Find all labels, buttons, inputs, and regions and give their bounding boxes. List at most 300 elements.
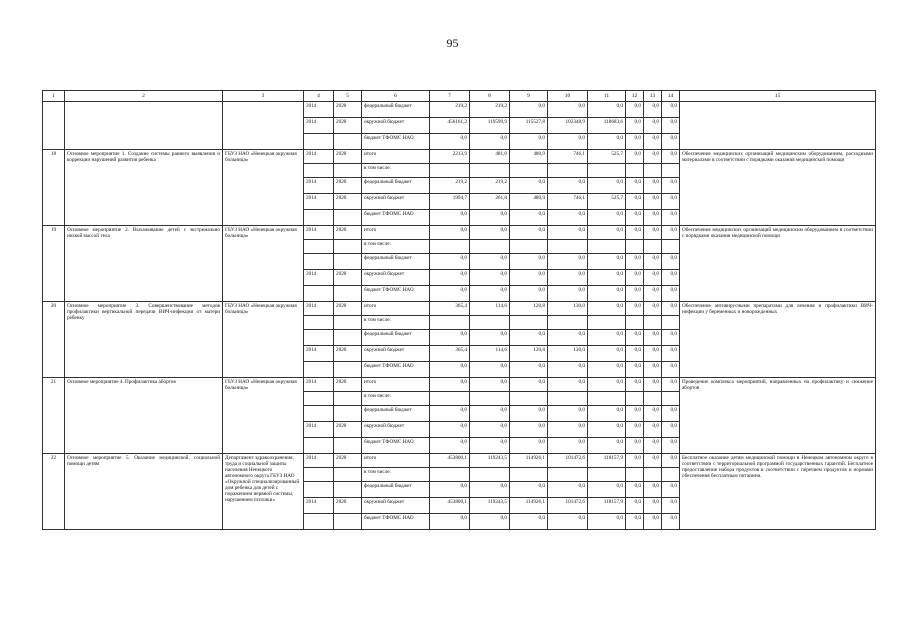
item-executor: ГБУЗ НАО «Ненецкая окружная больница» <box>223 150 304 226</box>
value-cell: 481,0 <box>470 150 510 164</box>
start-year: 2014 <box>304 118 334 134</box>
start-year <box>304 210 334 226</box>
value-cell: 453800,1 <box>430 498 470 514</box>
end-year <box>334 514 362 530</box>
value-cell: 0,0 <box>548 514 588 530</box>
header-cell: 6 <box>362 91 430 102</box>
value-cell: 0,0 <box>626 102 644 118</box>
value-cell: 0,0 <box>430 406 470 422</box>
start-year: 2014 <box>304 498 334 514</box>
value-cell: 0,0 <box>470 362 510 378</box>
value-cell: 0,0 <box>510 178 548 194</box>
value-cell: 0,0 <box>510 422 548 438</box>
value-cell: 0,0 <box>626 514 644 530</box>
header-cell: 10 <box>548 91 588 102</box>
value-cell <box>510 164 548 178</box>
value-cell: 0,0 <box>644 118 662 134</box>
value-cell: 0,0 <box>644 150 662 164</box>
end-year: 2020 <box>334 454 362 468</box>
value-cell: 0,0 <box>644 330 662 346</box>
header-cell: 8 <box>470 91 510 102</box>
value-cell: 0,0 <box>662 454 680 468</box>
funding-source: в том числе: <box>362 240 430 254</box>
value-cell: 0,0 <box>662 254 680 270</box>
value-cell: 0,0 <box>662 330 680 346</box>
value-cell <box>588 316 626 330</box>
header-cell: 3 <box>223 91 304 102</box>
value-cell <box>548 316 588 330</box>
value-cell: 0,0 <box>470 330 510 346</box>
end-year <box>334 164 362 178</box>
value-cell: 0,0 <box>510 226 548 240</box>
value-cell: 0,0 <box>588 346 626 362</box>
value-cell: 118157,9 <box>588 454 626 468</box>
value-cell: 0,0 <box>588 514 626 530</box>
end-year: 2020 <box>334 178 362 194</box>
end-year: 2020 <box>334 302 362 316</box>
value-cell: 0,0 <box>626 378 644 392</box>
value-cell: 746,1 <box>548 194 588 210</box>
value-cell: 119243,5 <box>470 454 510 468</box>
value-cell <box>470 468 510 482</box>
item-number: 19 <box>43 226 65 302</box>
value-cell: 0,0 <box>626 498 644 514</box>
value-cell: 0,0 <box>548 254 588 270</box>
value-cell: 0,0 <box>548 178 588 194</box>
value-cell <box>644 316 662 330</box>
end-year: 2020 <box>334 422 362 438</box>
value-cell: 0,0 <box>662 302 680 316</box>
table-row <box>43 226 876 240</box>
value-cell: 0,0 <box>548 406 588 422</box>
value-cell <box>588 240 626 254</box>
value-cell: 0,0 <box>588 330 626 346</box>
value-cell: 0,0 <box>644 194 662 210</box>
value-cell: 0,0 <box>662 346 680 362</box>
end-year: 2020 <box>334 270 362 286</box>
start-year: 2014 <box>304 378 334 392</box>
value-cell: 0,0 <box>588 362 626 378</box>
value-cell: 0,0 <box>626 118 644 134</box>
value-cell: 114,6 <box>470 346 510 362</box>
value-cell: 0,0 <box>588 302 626 316</box>
item-executor <box>223 102 304 150</box>
value-cell: 0,0 <box>626 286 644 302</box>
funding-source: в том числе: <box>362 316 430 330</box>
value-cell: 0,0 <box>626 254 644 270</box>
item-result: Обеспечение медицинских организаций медицинским оборудованием в соответствии с порядками оказания медицинской помощи <box>680 226 876 302</box>
value-cell <box>548 240 588 254</box>
value-cell: 0,0 <box>644 102 662 118</box>
value-cell: 261,8 <box>470 194 510 210</box>
value-cell: 0,0 <box>588 254 626 270</box>
funding-source: бюджет ТФОМС НАО <box>362 210 430 226</box>
table-row <box>43 150 876 164</box>
value-cell: 0,0 <box>548 482 588 498</box>
end-year <box>334 316 362 330</box>
value-cell: 746,1 <box>548 150 588 164</box>
value-cell: 480,9 <box>510 194 548 210</box>
end-year <box>334 134 362 150</box>
value-cell <box>626 468 644 482</box>
value-cell: 130,0 <box>548 302 588 316</box>
end-year <box>334 362 362 378</box>
start-year <box>304 164 334 178</box>
value-cell: 0,0 <box>662 362 680 378</box>
value-cell <box>430 392 470 406</box>
funding-source: окружной бюджет <box>362 118 430 134</box>
value-cell: 0,0 <box>662 270 680 286</box>
value-cell: 130,0 <box>548 346 588 362</box>
item-title: Основное мероприятие 4. Профилактика абортов <box>65 378 223 454</box>
value-cell: 101472,6 <box>548 498 588 514</box>
end-year: 2020 <box>334 194 362 210</box>
start-year: 2014 <box>304 454 334 468</box>
end-year: 2020 <box>334 498 362 514</box>
start-year: 2014 <box>304 194 334 210</box>
value-cell: 0,0 <box>430 254 470 270</box>
value-cell: 0,0 <box>430 482 470 498</box>
funding-source: итого <box>362 302 430 316</box>
value-cell: 114926,1 <box>510 454 548 468</box>
header-cell: 15 <box>680 91 876 102</box>
value-cell: 0,0 <box>662 118 680 134</box>
value-cell: 0,0 <box>644 406 662 422</box>
value-cell: 0,0 <box>588 406 626 422</box>
value-cell: 0,0 <box>662 406 680 422</box>
value-cell: 118683,6 <box>588 118 626 134</box>
value-cell: 0,0 <box>626 302 644 316</box>
end-year <box>334 482 362 498</box>
value-cell: 0,0 <box>470 134 510 150</box>
value-cell: 0,0 <box>470 286 510 302</box>
funding-source: бюджет ТФОМС НАО <box>362 514 430 530</box>
value-cell: 0,0 <box>510 514 548 530</box>
item-result: Обеспечение антивирусными препаратами для лечения и профилактики ВИЧ-инфекции у беременных и новорожденных <box>680 302 876 378</box>
value-cell: 0,0 <box>626 330 644 346</box>
header-row <box>43 91 876 102</box>
value-cell: 0,0 <box>662 514 680 530</box>
value-cell: 0,0 <box>588 482 626 498</box>
value-cell: 0,0 <box>548 102 588 118</box>
value-cell: 0,0 <box>548 330 588 346</box>
end-year <box>334 330 362 346</box>
value-cell <box>510 392 548 406</box>
value-cell <box>644 392 662 406</box>
header-cell: 11 <box>588 91 626 102</box>
value-cell <box>510 240 548 254</box>
funding-source: окружной бюджет <box>362 498 430 514</box>
value-cell: 365,4 <box>430 302 470 316</box>
end-year <box>334 438 362 454</box>
value-cell: 0,0 <box>644 438 662 454</box>
value-cell: 0,0 <box>548 286 588 302</box>
start-year <box>304 362 334 378</box>
funding-source: бюджет ТФОМС НАО <box>362 438 430 454</box>
funding-source: итого <box>362 454 430 468</box>
header-cell: 5 <box>334 91 362 102</box>
value-cell: 0,0 <box>626 134 644 150</box>
value-cell: 0,0 <box>662 378 680 392</box>
funding-source: федеральный бюджет <box>362 254 430 270</box>
value-cell: 0,0 <box>430 210 470 226</box>
table-row <box>43 102 876 118</box>
value-cell: 365,4 <box>430 346 470 362</box>
page-number: 95 <box>446 36 459 50</box>
funding-source: окружной бюджет <box>362 194 430 210</box>
item-title: Основное мероприятие 2. Выхаживание детей с экстремально низкой массой тела <box>65 226 223 302</box>
funding-source: в том числе: <box>362 468 430 482</box>
funding-source: окружной бюджет <box>362 422 430 438</box>
value-cell: 0,0 <box>662 194 680 210</box>
item-number <box>43 102 65 150</box>
value-cell: 0,0 <box>662 134 680 150</box>
value-cell: 0,0 <box>548 134 588 150</box>
value-cell <box>588 392 626 406</box>
value-cell <box>430 164 470 178</box>
value-cell: 0,0 <box>548 226 588 240</box>
value-cell: 0,0 <box>510 378 548 392</box>
value-cell: 115527,8 <box>510 118 548 134</box>
value-cell: 0,0 <box>470 406 510 422</box>
value-cell: 0,0 <box>470 482 510 498</box>
value-cell: 0,0 <box>588 134 626 150</box>
value-cell: 0,0 <box>510 406 548 422</box>
start-year <box>304 514 334 530</box>
value-cell: 0,0 <box>588 286 626 302</box>
value-cell: 0,0 <box>548 438 588 454</box>
value-cell: 0,0 <box>470 210 510 226</box>
start-year: 2014 <box>304 102 334 118</box>
value-cell: 0,0 <box>644 514 662 530</box>
value-cell: 0,0 <box>662 482 680 498</box>
value-cell <box>644 164 662 178</box>
value-cell: 0,0 <box>470 514 510 530</box>
funding-source: бюджет ТФОМС НАО <box>362 362 430 378</box>
end-year: 2020 <box>334 102 362 118</box>
value-cell: 0,0 <box>470 226 510 240</box>
value-cell: 0,0 <box>470 270 510 286</box>
value-cell: 120,8 <box>510 302 548 316</box>
start-year: 2014 <box>304 346 334 362</box>
item-result: Обеспечение медицинских организаций медицинским оборудованием, расходными материалами в соответствии с порядками оказания медицинской помощи <box>680 150 876 226</box>
header-cell: 7 <box>430 91 470 102</box>
value-cell: 0,0 <box>430 362 470 378</box>
value-cell: 0,0 <box>662 286 680 302</box>
value-cell <box>662 240 680 254</box>
value-cell: 0,0 <box>510 210 548 226</box>
value-cell: 101472,6 <box>548 454 588 468</box>
value-cell: 118157,9 <box>588 498 626 514</box>
item-number: 20 <box>43 302 65 378</box>
start-year: 2014 <box>304 150 334 164</box>
value-cell <box>662 164 680 178</box>
value-cell: 0,0 <box>662 178 680 194</box>
value-cell: 119599,9 <box>470 118 510 134</box>
value-cell: 120,8 <box>510 346 548 362</box>
funding-source: федеральный бюджет <box>362 330 430 346</box>
item-executor: ГБУЗ НАО «Ненецкая окружная больница» <box>223 226 304 302</box>
value-cell <box>644 240 662 254</box>
value-cell <box>626 392 644 406</box>
value-cell: 119243,5 <box>470 498 510 514</box>
value-cell: 0,0 <box>644 178 662 194</box>
funding-source: федеральный бюджет <box>362 406 430 422</box>
value-cell: 0,0 <box>588 226 626 240</box>
header-cell: 2 <box>65 91 223 102</box>
table-row <box>43 454 876 468</box>
start-year: 2014 <box>304 302 334 316</box>
value-cell: 0,0 <box>430 286 470 302</box>
value-cell <box>662 392 680 406</box>
value-cell: 0,0 <box>510 134 548 150</box>
value-cell <box>510 316 548 330</box>
table-row <box>43 302 876 316</box>
start-year <box>304 482 334 498</box>
end-year <box>334 286 362 302</box>
value-cell <box>430 240 470 254</box>
item-executor: ГБУЗ НАО «Ненецкая окружная больница» <box>223 378 304 454</box>
value-cell: 0,0 <box>662 226 680 240</box>
value-cell <box>470 240 510 254</box>
value-cell: 0,0 <box>548 362 588 378</box>
value-cell <box>626 316 644 330</box>
header-cell: 13 <box>644 91 662 102</box>
value-cell: 480,9 <box>510 150 548 164</box>
start-year <box>304 330 334 346</box>
value-cell <box>510 468 548 482</box>
value-cell: 0,0 <box>430 378 470 392</box>
funding-source: федеральный бюджет <box>362 178 430 194</box>
start-year <box>304 316 334 330</box>
end-year <box>334 254 362 270</box>
value-cell: 0,0 <box>510 362 548 378</box>
start-year <box>304 286 334 302</box>
value-cell: 0,0 <box>510 270 548 286</box>
value-cell: 0,0 <box>626 454 644 468</box>
value-cell: 0,0 <box>588 422 626 438</box>
start-year: 2014 <box>304 178 334 194</box>
value-cell: 0,0 <box>662 210 680 226</box>
header-cell: 9 <box>510 91 548 102</box>
value-cell: 0,0 <box>470 254 510 270</box>
funding-source: в том числе: <box>362 164 430 178</box>
value-cell: 0,0 <box>470 422 510 438</box>
value-cell: 0,0 <box>644 270 662 286</box>
value-cell: 0,0 <box>626 226 644 240</box>
value-cell <box>430 316 470 330</box>
item-number: 18 <box>43 150 65 226</box>
value-cell: 0,0 <box>510 254 548 270</box>
header-cell: 12 <box>626 91 644 102</box>
value-cell: 0,0 <box>644 286 662 302</box>
value-cell: 219,2 <box>470 178 510 194</box>
funding-source: бюджет ТФОМС НАО <box>362 134 430 150</box>
value-cell: 0,0 <box>662 422 680 438</box>
value-cell: 525,7 <box>588 150 626 164</box>
value-cell: 0,0 <box>644 378 662 392</box>
funding-source: окружной бюджет <box>362 270 430 286</box>
value-cell: 0,0 <box>588 438 626 454</box>
end-year: 2020 <box>334 346 362 362</box>
value-cell: 0,0 <box>662 150 680 164</box>
value-cell: 219,2 <box>430 178 470 194</box>
value-cell <box>470 316 510 330</box>
value-cell <box>548 392 588 406</box>
funding-source: бюджет ТФОМС НАО <box>362 286 430 302</box>
value-cell: 0,0 <box>644 482 662 498</box>
value-cell: 0,0 <box>626 482 644 498</box>
budget-table <box>42 90 876 530</box>
value-cell <box>430 468 470 482</box>
value-cell: 0,0 <box>644 134 662 150</box>
value-cell: 0,0 <box>662 438 680 454</box>
funding-source: итого <box>362 226 430 240</box>
value-cell: 0,0 <box>644 254 662 270</box>
end-year <box>334 240 362 254</box>
value-cell <box>588 164 626 178</box>
end-year: 2020 <box>334 118 362 134</box>
value-cell: 0,0 <box>470 438 510 454</box>
value-cell: 114926,1 <box>510 498 548 514</box>
value-cell: 0,0 <box>644 226 662 240</box>
value-cell: 0,0 <box>626 194 644 210</box>
funding-source: федеральный бюджет <box>362 482 430 498</box>
value-cell: 0,0 <box>626 438 644 454</box>
value-cell: 0,0 <box>510 102 548 118</box>
start-year: 2014 <box>304 422 334 438</box>
value-cell: 0,0 <box>430 422 470 438</box>
value-cell: 0,0 <box>662 498 680 514</box>
item-executor: ГБУЗ НАО «Ненецкая окружная больница» <box>223 302 304 378</box>
value-cell: 0,0 <box>644 210 662 226</box>
value-cell: 0,0 <box>510 330 548 346</box>
header-cell: 14 <box>662 91 680 102</box>
value-cell: 0,0 <box>626 270 644 286</box>
start-year <box>304 240 334 254</box>
table-row <box>43 378 876 392</box>
value-cell: 0,0 <box>430 134 470 150</box>
value-cell: 114,6 <box>470 302 510 316</box>
value-cell <box>470 392 510 406</box>
value-cell: 2213,9 <box>430 150 470 164</box>
value-cell <box>588 468 626 482</box>
value-cell: 0,0 <box>588 178 626 194</box>
value-cell: 0,0 <box>588 102 626 118</box>
value-cell: 0,0 <box>430 226 470 240</box>
item-title: Основное мероприятие 1. Создание системы раннего выявления и коррекции нарушений развития ребенка <box>65 150 223 226</box>
value-cell: 0,0 <box>626 422 644 438</box>
value-cell: 0,0 <box>626 362 644 378</box>
value-cell: 0,0 <box>430 438 470 454</box>
end-year: 2020 <box>334 150 362 164</box>
value-cell: 453800,1 <box>430 454 470 468</box>
value-cell: 0,0 <box>644 302 662 316</box>
value-cell: 0,0 <box>510 482 548 498</box>
value-cell <box>470 164 510 178</box>
header-cell: 1 <box>43 91 65 102</box>
value-cell: 0,0 <box>644 362 662 378</box>
value-cell: 0,0 <box>548 270 588 286</box>
value-cell: 0,0 <box>430 270 470 286</box>
start-year <box>304 134 334 150</box>
value-cell: 0,0 <box>644 498 662 514</box>
end-year <box>334 392 362 406</box>
item-result: Бесплатное оказание детям медицинской помощи в Ненецком автономном округе в соответствии с территориальной программой государственных гарантий. Бесплатное предоставление набора продуктов в соответствии с перечнем продуктов и нормами обеспечения бесплатным питанием. <box>680 454 876 530</box>
value-cell: 0,0 <box>644 422 662 438</box>
value-cell <box>626 164 644 178</box>
start-year: 2014 <box>304 270 334 286</box>
